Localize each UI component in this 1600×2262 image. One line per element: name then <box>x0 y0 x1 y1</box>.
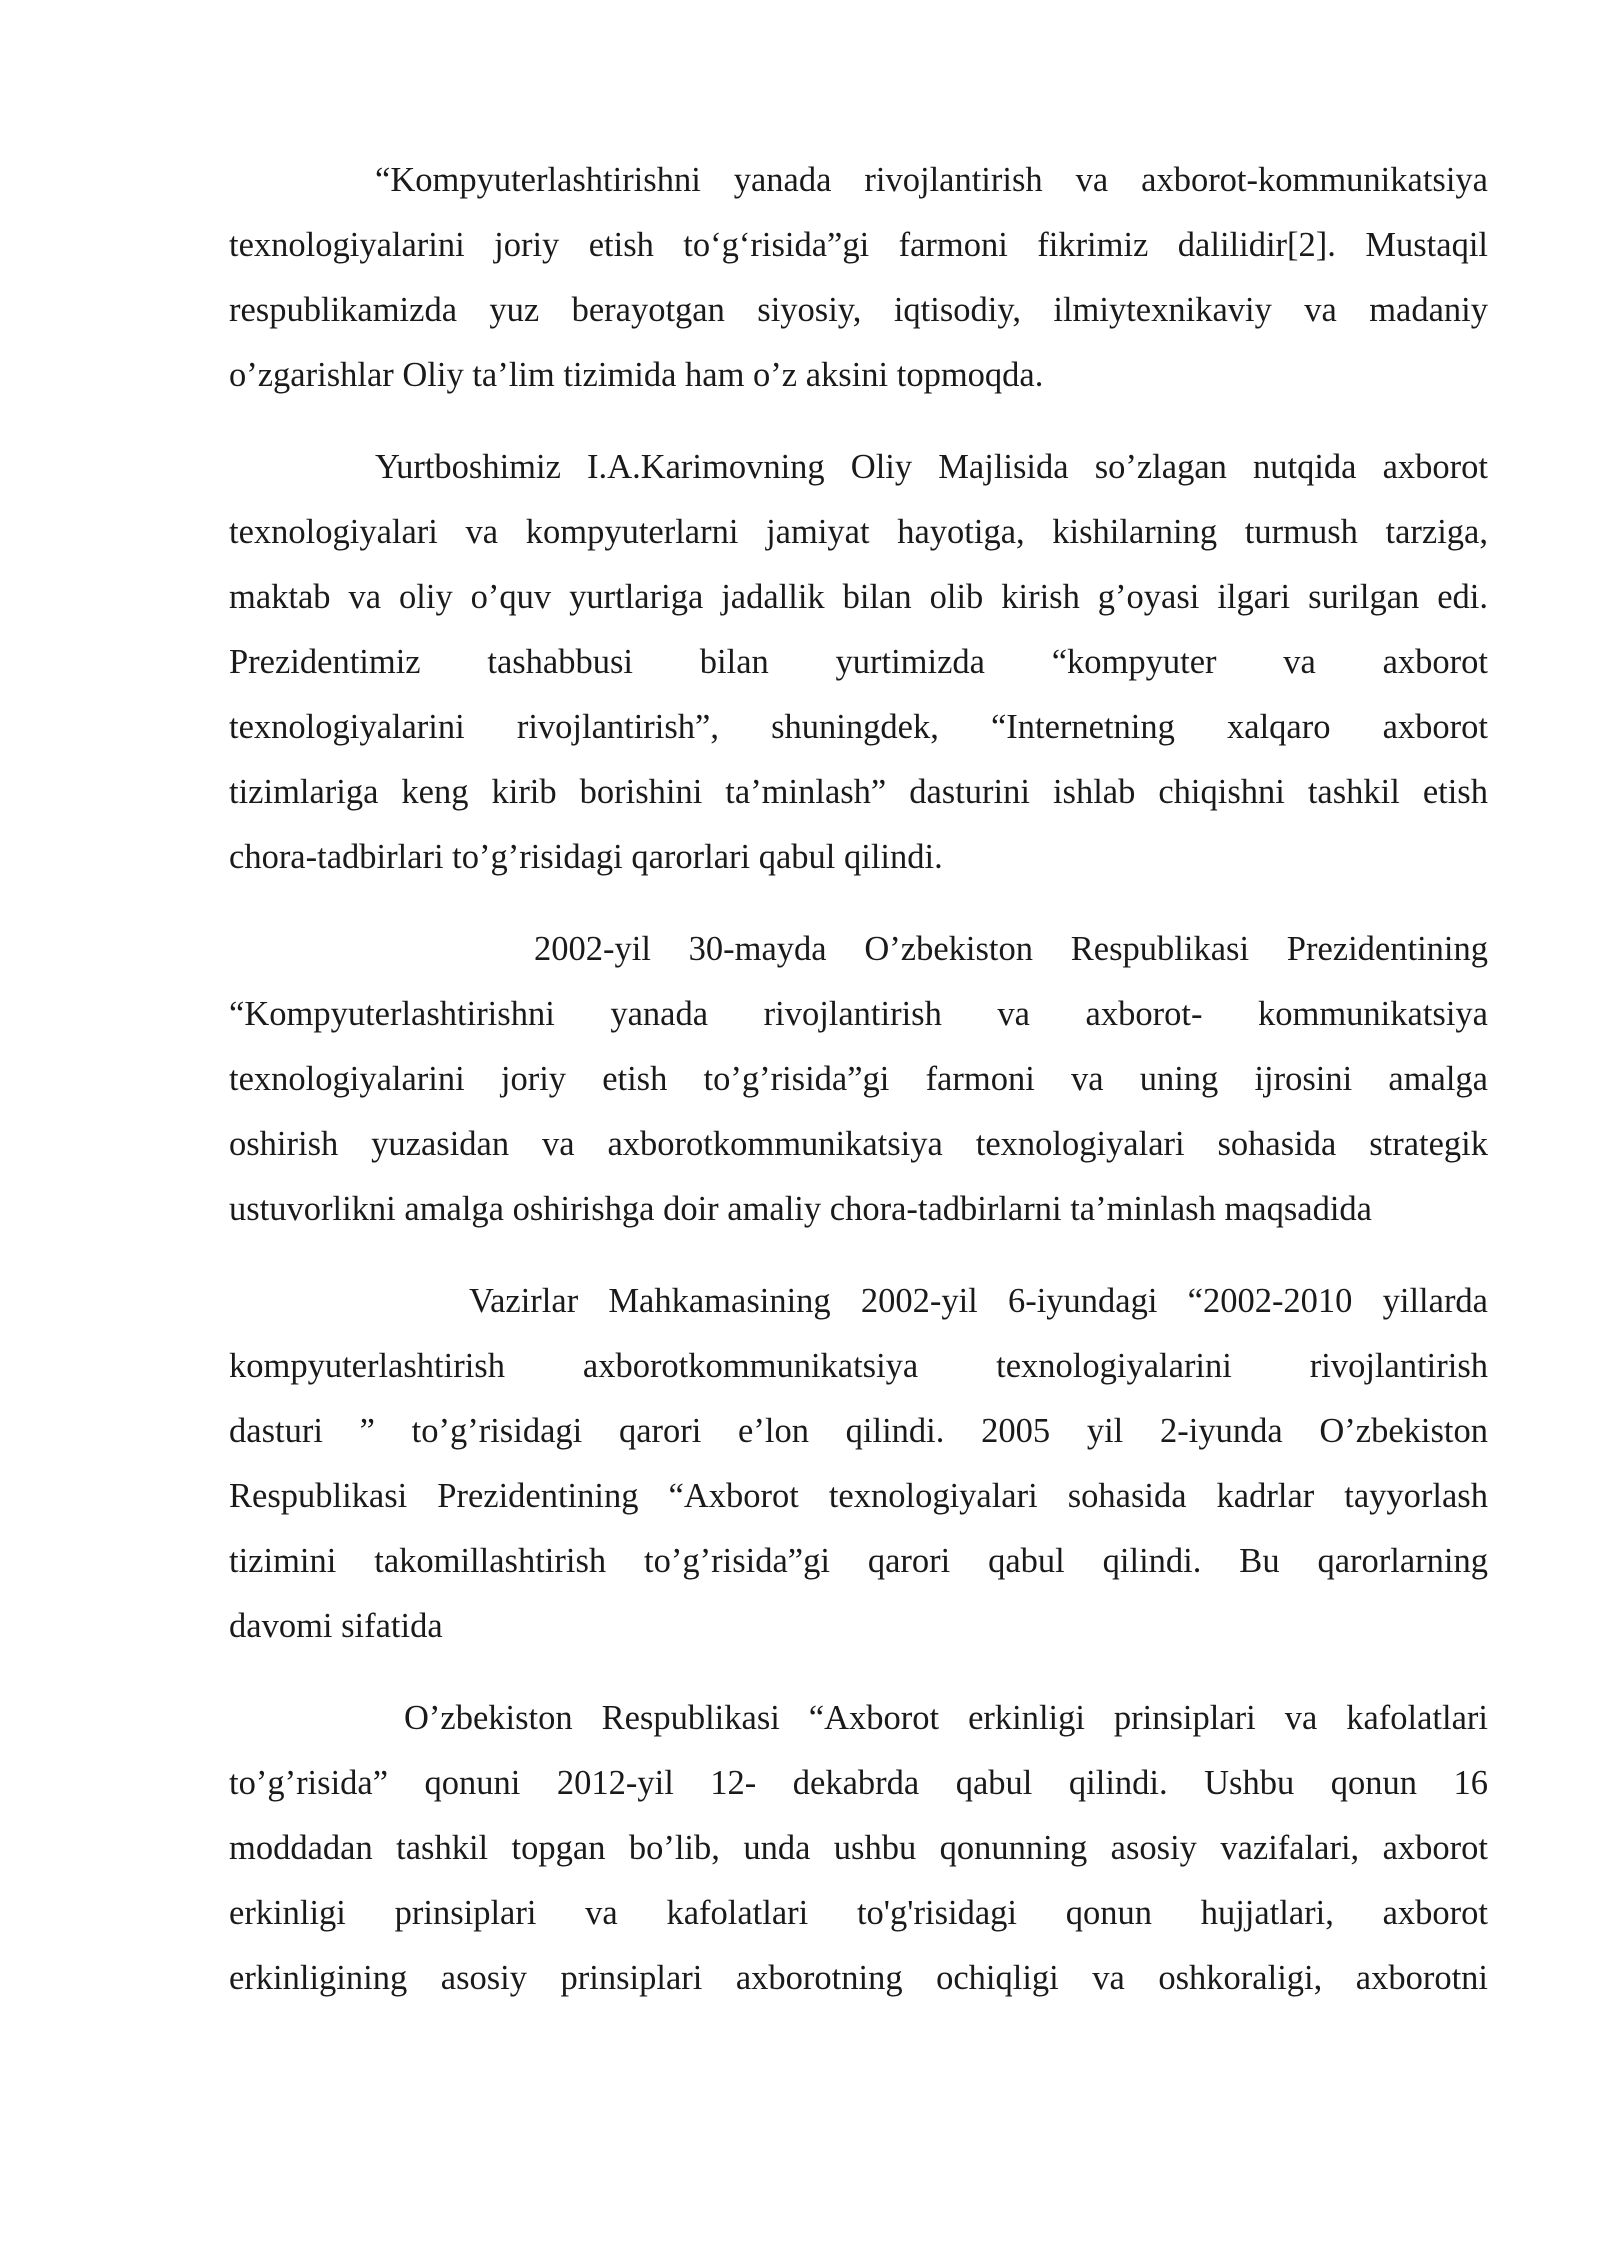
text-line: Respublikasi Prezidentining “Axborot texnologiyalari sohasida kadrlar tayyorlash <box>229 1477 1488 1515</box>
text-line: maktab va oliy o’quv yurtlariga jadallik bilan olib kirish g’oyasi ilgari surilgan edi. <box>229 578 1488 616</box>
text-line: texnologiyalarini rivojlantirish”, shuningdek, “Internetning xalqaro axborot <box>229 708 1488 746</box>
paragraph-2 <box>229 435 1488 890</box>
paragraph-5 <box>229 1686 1488 2011</box>
text-line: moddadan tashkil topgan bo’lib, unda ushbu qonunning asosiy vazifalari, axborot <box>229 1829 1488 1867</box>
text-line: Vazirlar Mahkamasining 2002-yil 6-iyundagi “2002-2010 yillarda <box>469 1282 1488 1320</box>
text-line: “Kompyuterlashtirishni yanada rivojlantirish va axborot- kommunikatsiya <box>229 995 1488 1033</box>
paragraph-1 <box>229 148 1488 408</box>
text-line: davomi sifatida <box>229 1607 443 1645</box>
text-line: respublikamizda yuz berayotgan siyosiy, iqtisodiy, ilmiytexnikaviy va madaniy <box>229 291 1488 329</box>
text-line: texnologiyalarini joriy etish to‘g‘risida”gi farmoni fikrimiz dalilidir[2]. Mustaqil <box>229 226 1488 264</box>
text-line: tizimlariga keng kirib borishini ta’minlash” dasturini ishlab chiqishni tashkil etish <box>229 773 1488 811</box>
text-line: chora-tadbirlari to’g’risidagi qarorlari qabul qilindi. <box>229 838 943 876</box>
text-line: oshirish yuzasidan va axborotkommunikatsiya texnologiyalari sohasida strategik <box>229 1125 1488 1163</box>
paragraph-4 <box>229 1269 1488 1659</box>
text-line: texnologiyalarini joriy etish to’g’risida”gi farmoni va uning ijrosini amalga <box>229 1060 1488 1098</box>
text-line: tizimini takomillashtirish to’g’risida”gi qarori qabul qilindi. Bu qarorlarning <box>229 1542 1488 1580</box>
text-line: o’zgarishlar Oliy ta’lim tizimida ham o’z aksini topmoqda. <box>229 356 1044 394</box>
text-line: ustuvorlikni amalga oshirishga doir amaliy chora-tadbirlarni ta’minlash maqsadida <box>229 1190 1372 1228</box>
text-line: dasturi ” to’g’risidagi qarori e’lon qilindi. 2005 yil 2-iyunda O’zbekiston <box>229 1412 1488 1450</box>
text-line: O’zbekiston Respublikasi “Axborot erkinligi prinsiplari va kafolatlari <box>404 1699 1488 1737</box>
text-line: Yurtboshimiz I.A.Karimovning Oliy Majlisida so’zlagan nutqida axborot <box>375 448 1488 486</box>
text-line: 2002-yil 30-mayda O’zbekiston Respublikasi Prezidentining <box>534 930 1488 968</box>
text-line: “Kompyuterlashtirishni yanada rivojlantirish va axborot-kommunikatsiya <box>375 161 1488 199</box>
text-line: to’g’risida” qonuni 2012-yil 12- dekabrda qabul qilindi. Ushbu qonun 16 <box>229 1764 1488 1802</box>
text-line: texnologiyalari va kompyuterlarni jamiyat hayotiga, kishilarning turmush tarziga, <box>229 513 1488 551</box>
document-body <box>229 148 1488 2038</box>
text-line: erkinligi prinsiplari va kafolatlari to'g'risidagi qonun hujjatlari, axborot <box>229 1894 1488 1932</box>
paragraph-3 <box>229 917 1488 1242</box>
text-line: Prezidentimiz tashabbusi bilan yurtimizda “kompyuter va axborot <box>229 643 1488 681</box>
text-line: erkinligining asosiy prinsiplari axborotning ochiqligi va oshkoraligi, axborotni <box>229 1959 1488 1997</box>
text-line: kompyuterlashtirish axborotkommunikatsiya texnologiyalarini rivojlantirish <box>229 1347 1488 1385</box>
